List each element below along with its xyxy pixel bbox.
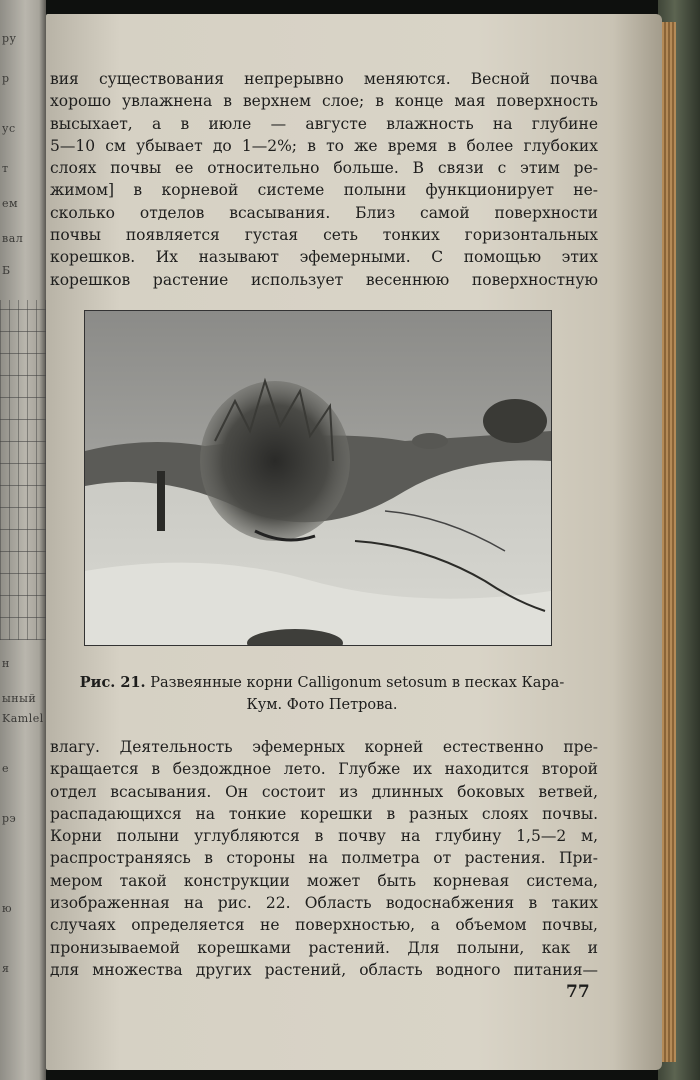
left-page-text-fragment: Б: [2, 264, 11, 277]
text-line: Корни полыни углубляются в почву на глубину 1,5—2 м,: [50, 827, 598, 846]
left-page-edge: [0, 0, 46, 1080]
caption-label: Рис. 21.: [79, 674, 146, 691]
left-page-text-fragment: т: [2, 162, 9, 175]
text-line: корешков растение использует весеннюю поверхностную: [50, 270, 598, 289]
left-page-diagram-fragment: [0, 300, 46, 640]
left-page-text-fragment: ыный: [2, 692, 37, 705]
left-page-text-fragment: рэ: [2, 812, 17, 825]
text-line: распадающихся на тонкие корешки в разных слоях почвы.: [50, 804, 598, 823]
text-line: слоях почвы ее относительно больше. В связи с этим ре-: [50, 159, 598, 178]
body-text-bottom: [50, 736, 598, 981]
text-line: случаях определяется не поверхностью, а объемом почвы,: [50, 916, 598, 935]
caption-text-line2: Кум. Фото Петрова.: [246, 697, 398, 713]
text-line: сколько отделов всасывания. Близ самой поверхности: [50, 203, 598, 222]
text-line: влагу. Деятельность эфемерных корней естественно пре-: [50, 738, 598, 756]
page-number: 77: [566, 982, 590, 1002]
left-page-text-fragment: ру: [2, 32, 17, 45]
text-line: отдел всасывания. Он состоит из длинных боковых ветвей,: [50, 782, 598, 801]
text-line: хорошо увлажнена в верхнем слое; в конце мая поверхность: [50, 92, 598, 111]
book-page: [46, 14, 662, 1070]
caption-text-line1: Развеянные корни Calligonum setosum в песках Кара-: [150, 675, 565, 691]
text-line: жимом] в корневой системе полыни функционирует не-: [50, 181, 598, 200]
text-line: мером такой конструкции может быть корневая система,: [50, 871, 598, 890]
left-page-text-fragment: ю: [2, 902, 13, 915]
figure-caption: [46, 672, 598, 716]
text-line: пронизываемой корешками растений. Для полыни, как и: [50, 938, 598, 957]
left-page-text-fragment: е: [2, 762, 10, 775]
left-page-text-fragment: н: [2, 657, 10, 670]
body-text-top: [50, 68, 598, 291]
figure-photo: [84, 310, 552, 646]
left-page-text-fragment: я: [2, 962, 10, 975]
left-page-text-fragment: ем: [2, 197, 19, 210]
left-page-text-fragment: р: [2, 72, 10, 85]
text-line: для множества других растений, область водного питания—: [50, 960, 598, 979]
text-line: распространяясь в стороны на полметра от растения. При-: [50, 849, 598, 868]
page-stack-edge: [662, 22, 676, 1062]
left-page-text-fragment: вал: [2, 232, 24, 245]
text-line: вия существования непрерывно меняются. Весной почва: [50, 70, 598, 88]
text-line: 5—10 см убывает до 1—2%; в то же время в более глубоких: [50, 136, 598, 155]
text-line: высыхает, а в июле — августе влажность на глубине: [50, 114, 598, 133]
left-page-text-fragment: ус: [2, 122, 16, 135]
text-line: кращается в бездождное лето. Глубже их находится второй: [50, 760, 598, 779]
text-line: изображенная на рис. 22. Область водоснабжения в таких: [50, 894, 598, 913]
text-line: почвы появляется густая сеть тонких горизонтальных: [50, 226, 598, 245]
text-line: корешков. Их называют эфемерными. С помощью этих: [50, 248, 598, 267]
left-page-text-fragment: Kamlel: [2, 712, 44, 725]
